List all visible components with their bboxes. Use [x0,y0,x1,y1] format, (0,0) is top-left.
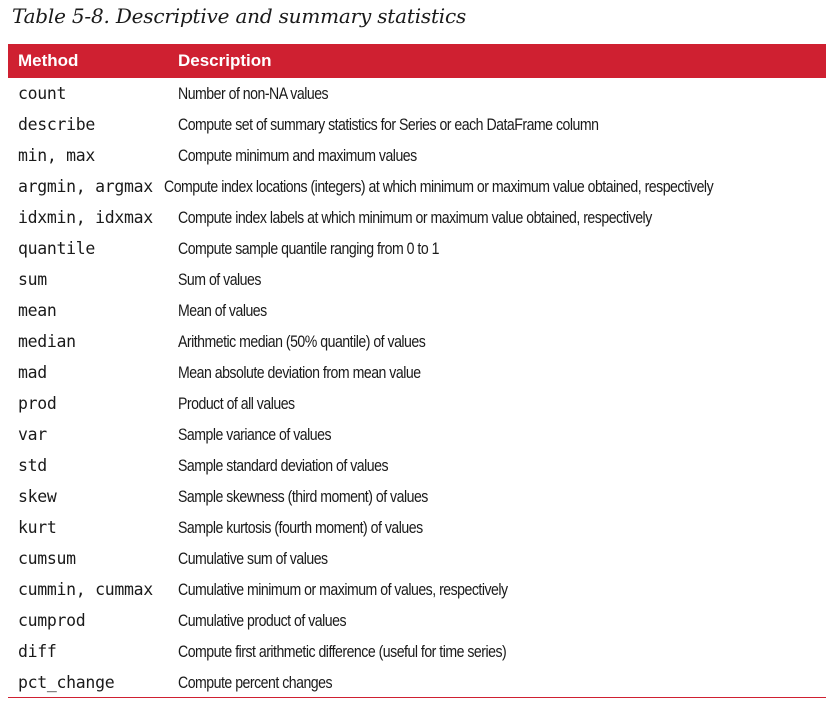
method-cell: min, max [18,146,96,165]
table-row [8,202,826,233]
description-cell: Sample variance of values [178,424,332,444]
table-row [8,481,826,512]
table-caption: Table 5-8. Descriptive and summary statistics [12,4,467,28]
method-cell: sum [18,270,47,289]
description-cell: Compute index labels at which minimum or maximum value obtained, respectively [178,207,652,227]
method-cell: pct_change [18,673,115,692]
method-cell: skew [18,487,57,506]
description-cell: Product of all values [178,393,295,413]
method-cell: cumprod [18,611,86,630]
description-cell: Sample skewness (third moment) of values [178,486,428,506]
method-cell: mad [18,363,47,382]
table-row [8,78,826,109]
method-cell: diff [18,642,57,661]
method-cell: std [18,456,47,475]
description-cell: Compute minimum and maximum values [178,145,417,165]
table-row [8,512,826,543]
method-cell: quantile [18,239,96,258]
table-row [8,636,826,667]
description-cell: Compute sample quantile ranging from 0 to 1 [178,238,439,258]
description-cell: Compute index locations (integers) at which minimum or maximum value obtained, respectively [164,176,714,196]
description-cell: Sum of values [178,269,261,289]
table-row [8,388,826,419]
description-cell: Compute set of summary statistics for Series or each DataFrame column [178,114,599,134]
table-bottom-rule [8,697,826,698]
method-cell: cummin, cummax [18,580,153,599]
header-description: Description [178,51,272,70]
table-header [8,44,826,78]
method-cell: var [18,425,47,444]
table-row [8,171,826,202]
table-row [8,233,826,264]
description-cell: Sample standard deviation of values [178,455,389,475]
table-body [8,78,826,698]
method-cell: count [18,84,67,103]
description-cell: Compute percent changes [178,672,333,692]
method-cell: argmin, argmax [18,177,153,196]
table-row [8,419,826,450]
method-cell: prod [18,394,57,413]
statistics-table [8,44,826,698]
method-cell: cumsum [18,549,76,568]
description-cell: Mean of values [178,300,267,320]
description-cell: Arithmetic median (50% quantile) of values [178,331,426,351]
method-cell: idxmin, idxmax [18,208,153,227]
table-row [8,326,826,357]
method-cell: mean [18,301,57,320]
description-cell: Cumulative sum of values [178,548,328,568]
method-cell: kurt [18,518,57,537]
description-cell: Sample kurtosis (fourth moment) of values [178,517,423,537]
table-row [8,357,826,388]
table-row [8,295,826,326]
description-cell: Mean absolute deviation from mean value [178,362,421,382]
table-row [8,605,826,636]
description-cell: Cumulative product of values [178,610,347,630]
table-row [8,574,826,605]
description-cell: Number of non-NA values [178,83,329,103]
method-cell: describe [18,115,96,134]
table-row [8,140,826,171]
header-method: Method [18,51,79,70]
description-cell: Cumulative minimum or maximum of values, respectively [178,579,508,599]
table-row [8,109,826,140]
table-row [8,264,826,295]
table-row [8,543,826,574]
description-cell: Compute first arithmetic difference (useful for time series) [178,641,507,661]
table-row [8,450,826,481]
table-row [8,667,826,698]
method-cell: median [18,332,76,351]
